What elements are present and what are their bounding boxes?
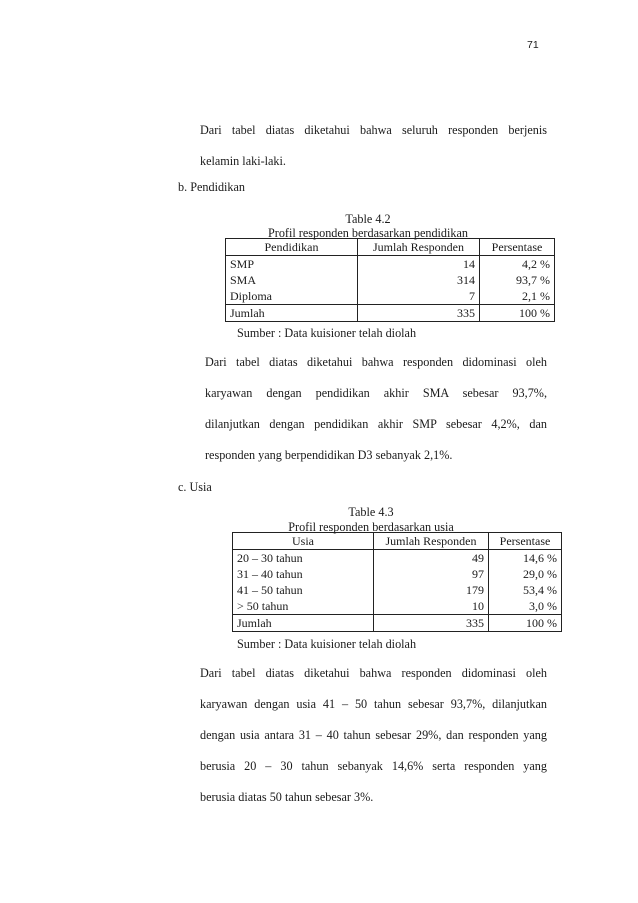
table-cell: 29,0 % (489, 566, 562, 582)
paragraph-line: karyawan dengan pendidikan akhir SMA sebesar 93,7%, (205, 386, 547, 400)
table-title: Table 4.2 (345, 212, 391, 226)
table-cell: 314 (358, 272, 480, 288)
table-cell: 97 (374, 566, 489, 582)
table-source: Sumber : Data kuisioner telah diolah (237, 326, 417, 340)
column-header: Persentase (480, 239, 555, 256)
table-header-row (226, 239, 555, 256)
table-cell: 335 (358, 305, 480, 322)
paragraph-line: dengan usia antara 31 – 40 tahun sebesar 29%, dan responden yang (200, 728, 547, 742)
section-heading-pendidikan: b. Pendidikan (178, 180, 246, 194)
table-cell: 49 (374, 550, 489, 567)
table-cell: 31 – 40 tahun (233, 566, 374, 582)
paragraph-line: berusia 20 – 30 tahun sebanyak 14,6% serta responden yang (200, 759, 547, 773)
table-source: Sumber : Data kuisioner telah diolah (237, 637, 417, 651)
table-cell: Jumlah (233, 615, 374, 632)
table-cell: 2,1 % (480, 288, 555, 305)
age-table (232, 532, 562, 632)
table-cell: 10 (374, 598, 489, 615)
paragraph-line: responden yang berpendidikan D3 sebanyak 2,1%. (205, 448, 453, 462)
table-row (226, 272, 555, 288)
table-cell: 7 (358, 288, 480, 305)
education-table (225, 238, 555, 322)
table-cell: 93,7 % (480, 272, 555, 288)
column-header: Jumlah Responden (374, 533, 489, 550)
table-total-row (226, 305, 555, 322)
table-row (226, 256, 555, 273)
table-header-row (233, 533, 562, 550)
table-cell: 20 – 30 tahun (233, 550, 374, 567)
column-header: Persentase (489, 533, 562, 550)
column-header: Pendidikan (226, 239, 358, 256)
table-cell: 53,4 % (489, 582, 562, 598)
paragraph-line: Dari tabel diatas diketahui bahwa responden didominasi oleh (205, 355, 547, 369)
table-title: Table 4.3 (348, 505, 394, 519)
table-subtitle: Profil responden berdasarkan usia (288, 520, 454, 534)
column-header: Usia (233, 533, 374, 550)
table-cell: 335 (374, 615, 489, 632)
table-subtitle: Profil responden berdasarkan pendidikan (267, 226, 469, 240)
paragraph-line: berusia diatas 50 tahun sebesar 3%. (200, 790, 374, 804)
column-header: Jumlah Responden (358, 239, 480, 256)
page-number: 71 (527, 39, 539, 51)
table-cell: 100 % (480, 305, 555, 322)
table-row (233, 582, 562, 598)
table-cell: Jumlah (226, 305, 358, 322)
table-row (226, 288, 555, 305)
paragraph-line: kelamin laki-laki. (200, 154, 286, 168)
table-cell: 14,6 % (489, 550, 562, 567)
table-cell: 41 – 50 tahun (233, 582, 374, 598)
table-cell: 4,2 % (480, 256, 555, 273)
paragraph-line: Dari tabel diatas diketahui bahwa seluruh responden berjenis (200, 123, 547, 137)
table-cell: Diploma (226, 288, 358, 305)
paragraph-line: dilanjutkan dengan pendidikan akhir SMP sebesar 4,2%, dan (205, 417, 547, 431)
table-row (233, 566, 562, 582)
table-cell: SMA (226, 272, 358, 288)
table-cell: 179 (374, 582, 489, 598)
table-row (233, 550, 562, 567)
table-cell: 100 % (489, 615, 562, 632)
table-cell: SMP (226, 256, 358, 273)
table-total-row (233, 615, 562, 632)
table-row (233, 598, 562, 615)
table-cell: > 50 tahun (233, 598, 374, 615)
paragraph-line: karyawan dengan usia 41 – 50 tahun sebesar 93,7%, dilanjutkan (200, 697, 547, 711)
table-cell: 3,0 % (489, 598, 562, 615)
table-cell: 14 (358, 256, 480, 273)
section-heading-usia: c. Usia (178, 480, 212, 494)
paragraph-line: Dari tabel diatas diketahui bahwa responden didominasi oleh (200, 666, 547, 680)
